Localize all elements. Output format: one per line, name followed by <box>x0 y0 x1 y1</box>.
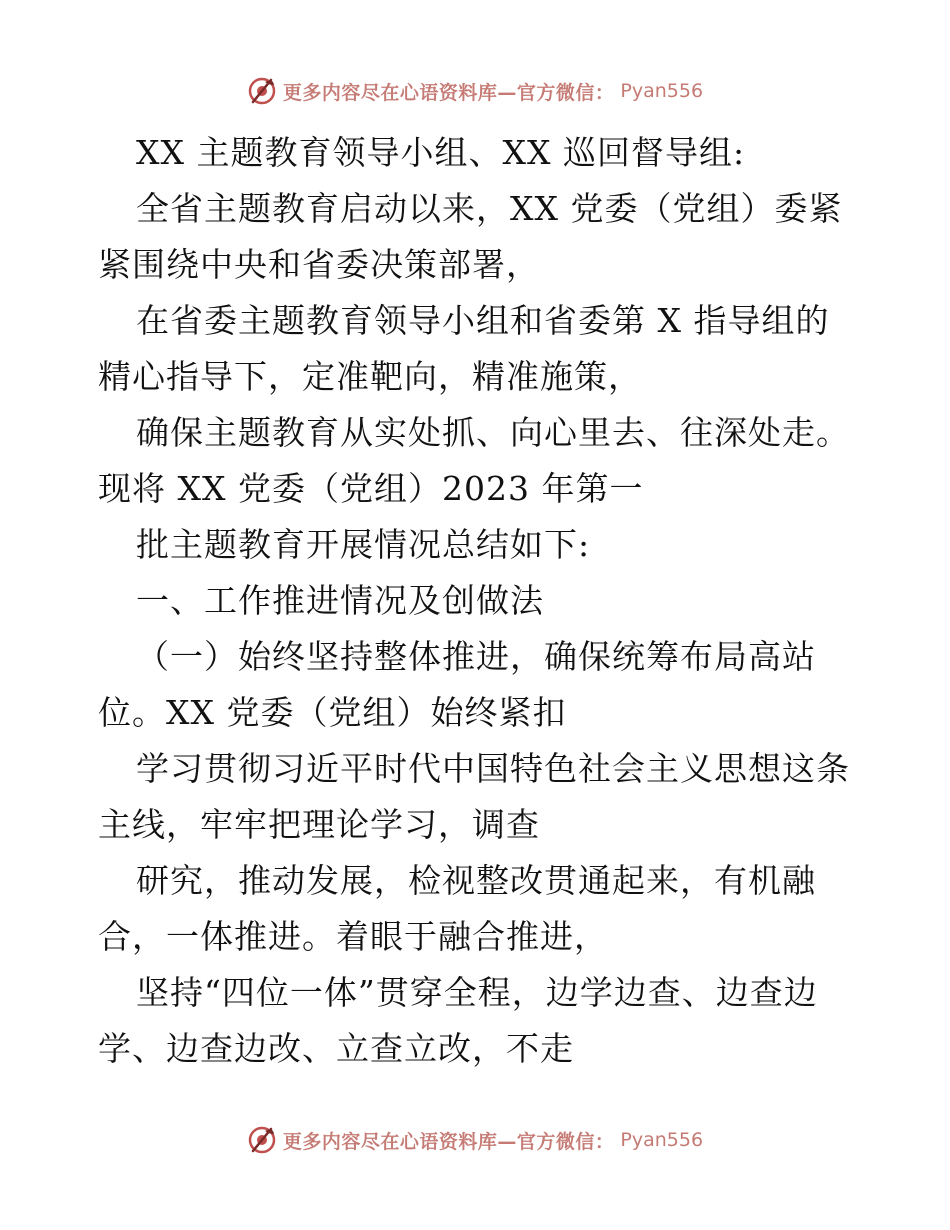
text-line: 学、边查边改、立查立改，不走 <box>98 1029 574 1068</box>
document-body <box>98 125 858 1077</box>
text-line: 主线，牢牢把理论学习，调查 <box>98 805 540 844</box>
text-line: 学习贯彻习近平时代中国特色社会主义思想这条 <box>136 749 850 788</box>
text-line: 确保主题教育从实处抓、向心里去、往深处走。 <box>136 413 850 452</box>
watermark-text: 更多内容尽在心语资料库—官方微信： <box>282 81 615 104</box>
watermark-wechat-id: Pyan556 <box>620 1129 704 1151</box>
quill-logo-icon <box>247 76 277 106</box>
text-line: 坚持“四位一体”贯穿全程，边学边查、边查边 <box>136 973 818 1012</box>
quill-logo-icon <box>247 1125 277 1155</box>
text-line: 合，一体推进。着眼于融合推进， <box>98 917 608 956</box>
text-line: 现将 XX 党委（党组）2023 年第一 <box>98 469 644 508</box>
text-line: 全省主题教育启动以来，XX 党委（党组）委紧 <box>136 189 843 228</box>
text-line: 一、工作推进情况及创做法 <box>136 581 544 620</box>
text-line: 位。XX 党委（党组）始终紧扣 <box>98 693 567 732</box>
text-line: 精心指导下，定准靶向，精准施策， <box>98 357 642 396</box>
header-watermark <box>0 71 950 111</box>
watermark-text: 更多内容尽在心语资料库—官方微信： <box>282 1130 615 1153</box>
text-line: XX 主题教育领导小组、XX 巡回督导组: <box>136 133 746 172</box>
footer-watermark <box>0 1120 950 1160</box>
text-line: 批主题教育开展情况总结如下: <box>136 525 591 564</box>
text-line: 研究，推动发展，检视整改贯通起来，有机融 <box>136 861 816 900</box>
text-line: 紧围绕中央和省委决策部署， <box>98 245 540 284</box>
text-line: 在省委主题教育领导小组和省委第 X 指导组的 <box>136 301 830 340</box>
text-line: （一）始终坚持整体推进，确保统筹布局高站 <box>136 637 816 676</box>
watermark-wechat-id: Pyan556 <box>620 80 704 102</box>
